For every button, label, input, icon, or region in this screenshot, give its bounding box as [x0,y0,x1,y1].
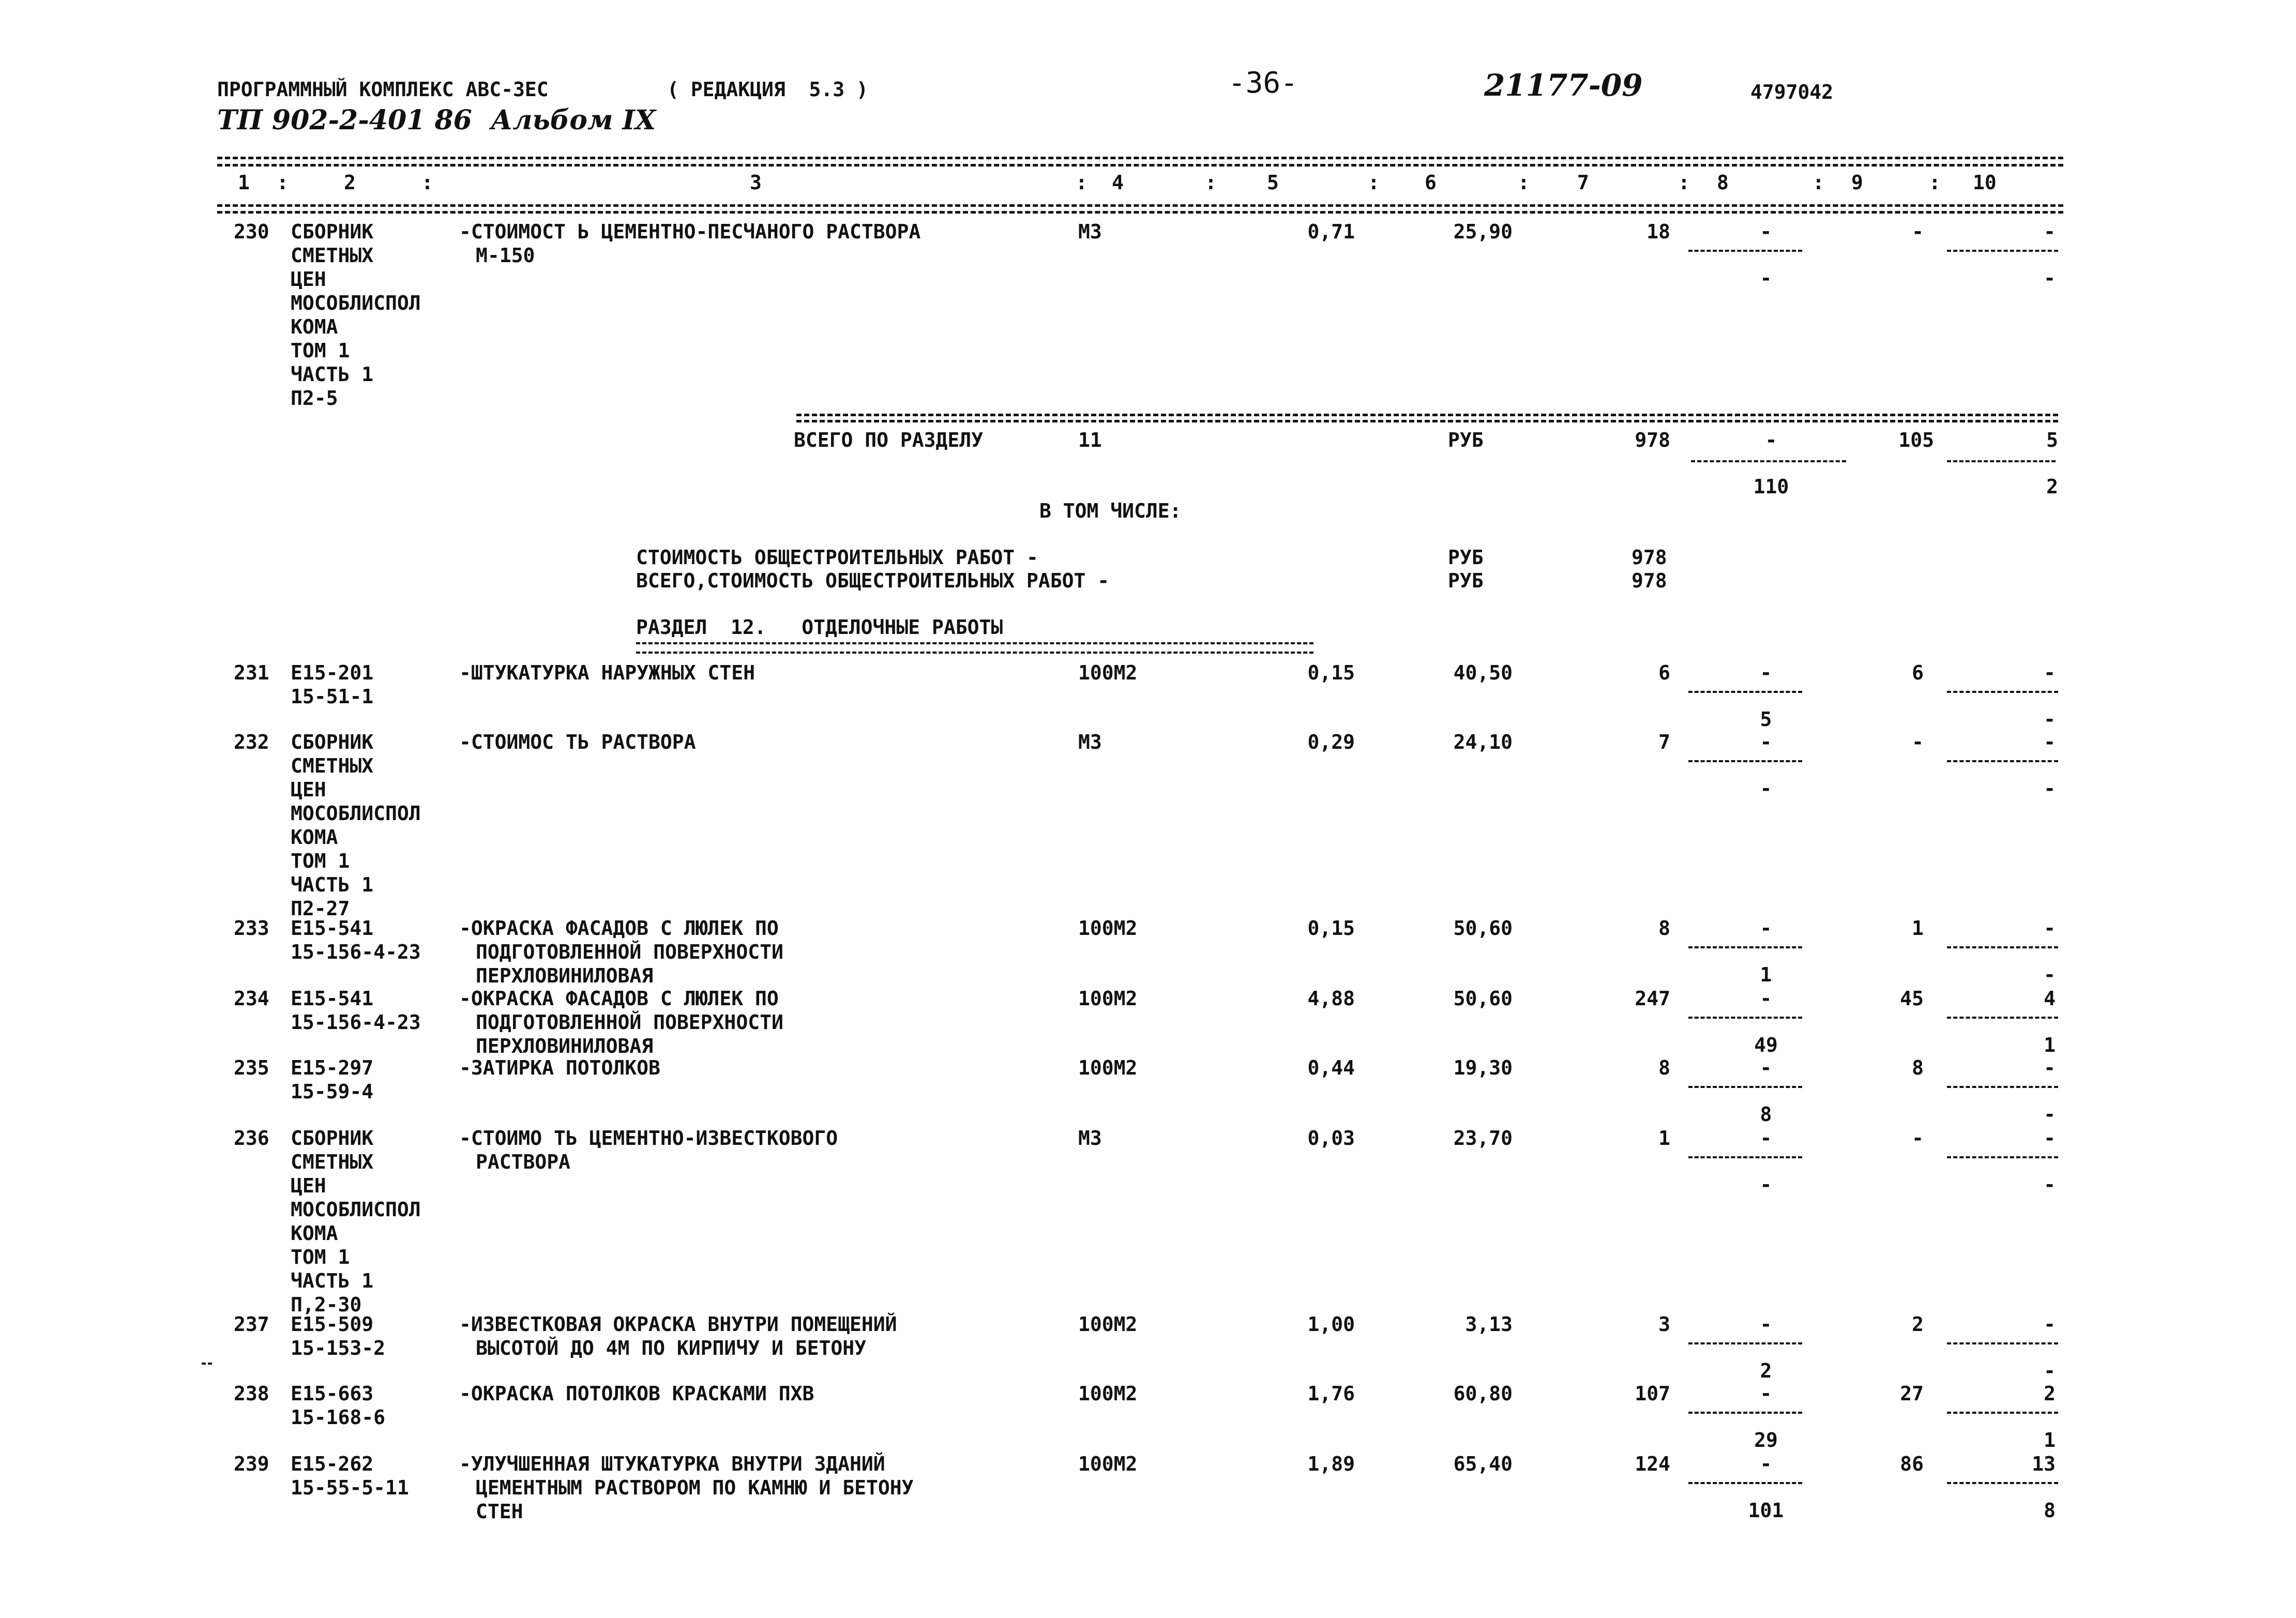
row-code-line: Е15-509 [291,1313,374,1336]
row-total: 8 [1658,917,1670,940]
row-c8-bottom: 8 [1760,1103,1772,1126]
row-number: 233 [234,917,269,940]
row-number: 230 [234,220,269,243]
row-c10-rule [1947,1412,2058,1414]
row-code-line: Е15-663 [291,1382,374,1405]
row-c9: 1 [1912,917,1924,940]
column-header-3: 3 [750,171,762,194]
row-c10-top: - [2044,1313,2056,1336]
row-code-line: МОСОБЛИСПОЛ [291,1198,421,1221]
row-c10-top: - [2044,220,2056,243]
row-description-line: -ОКРАСКА ФАСАДОВ С ЛЮЛЕК ПО [459,987,779,1010]
row-code-line: ЦЕН [291,778,326,801]
row-code-line: ТОМ 1 [291,850,350,872]
column-separator: : [1368,171,1380,194]
row-code-line: ЧАСТЬ 1 [291,873,374,896]
row-c9: 8 [1912,1056,1924,1079]
total-general-works-cost-value: 978 [1632,569,1667,592]
row-code-line: 15-153-2 [291,1337,386,1359]
row-description-line: -СТОИМОС ТЬ РАСТВОРА [459,731,696,753]
row-c8-bottom: - [1760,1173,1772,1196]
row-code-line: ТОМ 1 [291,1246,350,1268]
section-total-rule-2 [796,420,2058,422]
column-header-6: 6 [1425,171,1437,194]
row-c10-rule [1947,1086,2058,1088]
row-number: 238 [234,1382,269,1405]
column-header-8: 8 [1717,171,1729,194]
row-c10-top: - [2044,1056,2056,1079]
row-code-line: 15-55-5-11 [291,1476,409,1499]
including-label: В ТОМ ЧИСЛЕ: [1039,500,1182,522]
row-quantity: 0,03 [1307,1127,1355,1150]
row-code-line: П,2-30 [291,1293,362,1316]
section-total-c9: 105 [1898,429,1934,451]
row-total: 8 [1658,1056,1670,1079]
row-total: 124 [1635,1453,1670,1475]
document-code: 21177-09 [1484,68,1643,103]
section-total-c8-rule [1691,460,1846,462]
row-code-line: 15-156-4-23 [291,1011,421,1034]
row-unit: 100М2 [1078,1313,1138,1336]
section-total-c10-rule [1947,460,2056,462]
row-c10-top: 2 [2044,1382,2056,1405]
row-c10-bottom: - [2044,1359,2056,1382]
row-unit: 100М2 [1078,917,1138,940]
row-code-line: Е15-262 [291,1453,374,1475]
row-c8-top: - [1760,1453,1772,1475]
row-c10-top: - [2044,661,2056,684]
row-c8-rule [1688,1412,1802,1414]
row-unit: 100М2 [1078,987,1138,1010]
row-description-line: ПЕРХЛОВИНИЛОВАЯ [476,1035,654,1057]
row-description-line: -СТОИМО ТЬ ЦЕМЕНТНО-ИЗВЕСТКОВОГО [459,1127,838,1150]
column-separator: : [1205,171,1217,194]
column-header-1: 1 [238,171,250,194]
row-unit: М3 [1078,220,1102,243]
row-c8-top: - [1760,220,1772,243]
row-code-line: СБОРНИК [291,1127,374,1150]
row-description-line: РАСТВОРА [476,1151,571,1173]
row-c9: 2 [1912,1313,1924,1336]
row-c8-top: - [1760,661,1772,684]
row-c9: 45 [1900,987,1924,1010]
column-separator: : [1678,171,1690,194]
row-unit-price: 19,30 [1453,1056,1513,1079]
row-total: 107 [1635,1382,1670,1405]
row-c10-bottom: 8 [2044,1499,2056,1522]
column-separator: : [1929,171,1941,194]
row-code-line: СМЕТНЫХ [291,754,374,777]
row-unit: М3 [1078,731,1102,753]
row-c10-bottom: - [2044,777,2056,800]
row-c9: - [1912,1127,1924,1150]
column-header-rule-2 [217,211,2063,214]
row-number: 235 [234,1056,269,1079]
column-header-2: 2 [344,171,356,194]
row-number: 231 [234,661,269,684]
row-c8-bottom: 1 [1760,963,1772,986]
row-c8-rule [1688,1342,1802,1344]
row-unit-price: 23,70 [1453,1127,1513,1150]
row-total: 6 [1658,661,1670,684]
row-c10-bottom: 1 [2044,1429,2056,1451]
row-c8-rule [1688,1482,1802,1484]
column-header-5: 5 [1267,171,1279,194]
row-c10-bottom: 1 [2044,1034,2056,1056]
row-unit-price: 3,13 [1465,1313,1513,1336]
row-c8-top: - [1760,1313,1772,1336]
row-quantity: 1,00 [1307,1313,1355,1336]
row-total: 7 [1658,731,1670,753]
row-c8-bottom: 5 [1760,708,1772,731]
column-header-4: 4 [1112,171,1124,194]
row-code-line: ЧАСТЬ 1 [291,1269,374,1292]
section-total-section: 11 [1078,429,1102,451]
row-unit-price: 25,90 [1453,220,1513,243]
row-c10-bottom: - [2044,1173,2056,1196]
row-c8-top: - [1760,731,1772,753]
row-c8-top: - [1760,917,1772,940]
row-code-line: П2-5 [291,387,338,410]
row-code-line: КОМА [291,826,338,849]
row-unit-price: 40,50 [1453,661,1513,684]
row-quantity: 0,71 [1307,220,1355,243]
row-c9: 27 [1900,1382,1924,1405]
row-c10-top: - [2044,917,2056,940]
page-number: -36- [1228,66,1298,100]
section-12-title-underline [636,642,1313,654]
row-c8-top: - [1760,1056,1772,1079]
row-c10-bottom: - [2044,708,2056,731]
row-c10-top: 13 [2032,1453,2056,1475]
row-c8-rule [1688,1086,1802,1088]
row-code-line: 15-168-6 [291,1406,386,1429]
row-unit: 100М2 [1078,1453,1138,1475]
row-quantity: 0,44 [1307,1056,1355,1079]
handwritten-album-note: ТП 902-2-401 86 Альбом IX [217,104,656,136]
row-description-line: ВЫСОТОЙ ДО 4М ПО КИРПИЧУ И БЕТОНУ [476,1337,866,1359]
row-description-line: ПОДГОТОВЛЕННОЙ ПОВЕРХНОСТИ [476,941,783,963]
row-c10-rule [1947,250,2058,252]
row-quantity: 4,88 [1307,987,1355,1010]
row-description-line: ЦЕМЕНТНЫМ РАСТВОРОМ ПО КАМНЮ И БЕТОНУ [476,1476,914,1499]
row-code-line: СМЕТНЫХ [291,1151,374,1173]
row-c10-bottom: - [2044,267,2056,290]
row-unit-price: 50,60 [1453,987,1513,1010]
section-total-label: ВСЕГО ПО РАЗДЕЛУ [794,429,984,451]
section-12-title: РАЗДЕЛ 12. ОТДЕЛОЧНЫЕ РАБОТЫ [636,616,1003,639]
row-c10-rule [1947,691,2058,693]
row-c8-rule [1688,691,1802,693]
total-general-works-cost-label: ВСЕГО,СТОИМОСТЬ ОБЩЕСТРОИТЕЛЬНЫХ РАБОТ - [636,569,1110,592]
row-unit-price: 65,40 [1453,1453,1513,1475]
row-number: 232 [234,731,269,753]
row-unit-price: 60,80 [1453,1382,1513,1405]
row-description-line: -ШТУКАТУРКА НАРУЖНЫХ СТЕН [459,661,755,684]
row-code-line: 15-51-1 [291,685,374,708]
row-c10-top: 4 [2044,987,2056,1010]
row-code-line: Е15-297 [291,1056,374,1079]
row-c10-bottom: - [2044,963,2056,986]
row-quantity: 1,76 [1307,1382,1355,1405]
row-c10-rule [1947,760,2058,762]
row-code-line: П2-27 [291,897,350,920]
section-total-value: 978 [1635,429,1670,451]
row-code-line: Е15-541 [291,987,374,1010]
column-separator: : [277,171,289,194]
row-code-line: 15-59-4 [291,1080,374,1103]
column-header-7: 7 [1577,171,1589,194]
document-number: 4797042 [1750,81,1834,103]
row-code-line: Е15-201 [291,661,374,684]
row-description-line: СТЕН [476,1500,523,1523]
row-c9: 86 [1900,1453,1924,1475]
row-c10-rule [1947,946,2058,948]
row-code-line: СБОРНИК [291,731,374,753]
row-unit: 100М2 [1078,1382,1138,1405]
row-c10-top: - [2044,1127,2056,1150]
row-c8-bottom: - [1760,267,1772,290]
row-c8-bottom: 49 [1754,1034,1778,1056]
general-works-cost-label: СТОИМОСТЬ ОБЩЕСТРОИТЕЛЬНЫХ РАБОТ - [636,546,1038,569]
row-description-line: ПОДГОТОВЛЕННОЙ ПОВЕРХНОСТИ [476,1011,783,1034]
column-separator: : [1076,171,1087,194]
row-code-line: СБОРНИК [291,220,374,243]
row-description-line: -ЗАТИРКА ПОТОЛКОВ [459,1056,660,1079]
row-code-line: ЦЕН [291,1174,326,1197]
row-unit-price: 24,10 [1453,731,1513,753]
row-quantity: 0,15 [1307,661,1355,684]
row-c8-bottom: 101 [1748,1499,1784,1522]
section-total-c8-bottom: 110 [1753,475,1789,498]
column-header-9: 9 [1851,171,1863,194]
row-quantity: 0,29 [1307,731,1355,753]
section-total-c10-top: 5 [2046,429,2058,451]
section-total-c10-bottom: 2 [2046,475,2058,498]
top-rule [217,157,2063,159]
row-unit: М3 [1078,1127,1102,1150]
row-c8-rule [1688,946,1802,948]
row-code-line: Е15-541 [291,917,374,940]
row-code-line: СМЕТНЫХ [291,244,374,267]
row-quantity: 0,15 [1307,917,1355,940]
row-number: 236 [234,1127,269,1150]
row-c8-top: - [1760,1127,1772,1150]
row-description-line: -ОКРАСКА ФАСАДОВ С ЛЮЛЕК ПО [459,917,779,940]
row-c8-top: - [1760,987,1772,1010]
column-separator: : [1518,171,1530,194]
row-unit: 100М2 [1078,1056,1138,1079]
section-total-rule [796,414,2058,416]
program-title: ПРОГРАММНЫЙ КОМПЛЕКС АВС-3ЕС [217,78,549,101]
row-number: 239 [234,1453,269,1475]
total-general-works-cost-unit: РУБ [1448,569,1484,592]
row-c8-bottom: 2 [1760,1359,1772,1382]
row-description-line: -ИЗВЕСТКОВАЯ ОКРАСКА ВНУТРИ ПОМЕЩЕНИЙ [459,1313,897,1336]
row-c10-rule [1947,1017,2058,1019]
row-c10-rule [1947,1482,2058,1484]
row-description-line: -ОКРАСКА ПОТОЛКОВ КРАСКАМИ ПХВ [459,1382,814,1405]
general-works-cost-value: 978 [1632,546,1667,569]
column-header-10: 10 [1973,171,1997,194]
general-works-cost-unit: РУБ [1448,546,1484,569]
column-separator: : [421,171,433,194]
row-unit: 100М2 [1078,661,1138,684]
section-total-c8-top: - [1765,429,1777,451]
margin-mark [202,1363,212,1365]
row-c9: - [1912,731,1924,753]
row-c8-rule [1688,1017,1802,1019]
row-c8-rule [1688,760,1802,762]
row-code-line: КОМА [291,315,338,338]
section-total-unit: РУБ [1448,429,1484,451]
row-code-line: МОСОБЛИСПОЛ [291,802,421,825]
row-code-line: МОСОБЛИСПОЛ [291,292,421,314]
row-code-line: ЦЕН [291,268,326,291]
row-unit-price: 50,60 [1453,917,1513,940]
row-c10-top: - [2044,731,2056,753]
edition-label: ( РЕДАКЦИЯ 5.3 ) [667,78,868,101]
row-code-line: ЧАСТЬ 1 [291,363,374,386]
row-number: 237 [234,1313,269,1336]
row-c9: - [1912,220,1924,243]
row-description-line: -СТОИМОСТ Ь ЦЕМЕНТНО-ПЕСЧАНОГО РАСТВОРА [459,220,921,243]
row-description-line: М-150 [476,244,535,267]
row-number: 234 [234,987,269,1010]
column-header-rule [217,204,2063,207]
row-c8-bottom: - [1760,777,1772,800]
column-separator: : [1812,171,1824,194]
row-c8-bottom: 29 [1754,1429,1778,1451]
row-c10-rule [1947,1156,2058,1158]
row-total: 247 [1635,987,1670,1010]
row-c9: 6 [1912,661,1924,684]
row-c8-rule [1688,1156,1802,1158]
header-rule [217,164,2063,167]
row-description-line: ПЕРХЛОВИНИЛОВАЯ [476,964,654,987]
row-code-line: ТОМ 1 [291,339,350,362]
row-c10-rule [1947,1342,2058,1344]
row-quantity: 1,89 [1307,1453,1355,1475]
row-code-line: 15-156-4-23 [291,941,421,963]
row-description-line: -УЛУЧШЕННАЯ ШТУКАТУРКА ВНУТРИ ЗДАНИЙ [459,1453,885,1475]
row-c10-bottom: - [2044,1103,2056,1126]
row-total: 18 [1647,220,1670,243]
row-c8-top: - [1760,1382,1772,1405]
row-total: 3 [1658,1313,1670,1336]
row-code-line: КОМА [291,1222,338,1245]
row-total: 1 [1658,1127,1670,1150]
row-c8-rule [1688,250,1802,252]
